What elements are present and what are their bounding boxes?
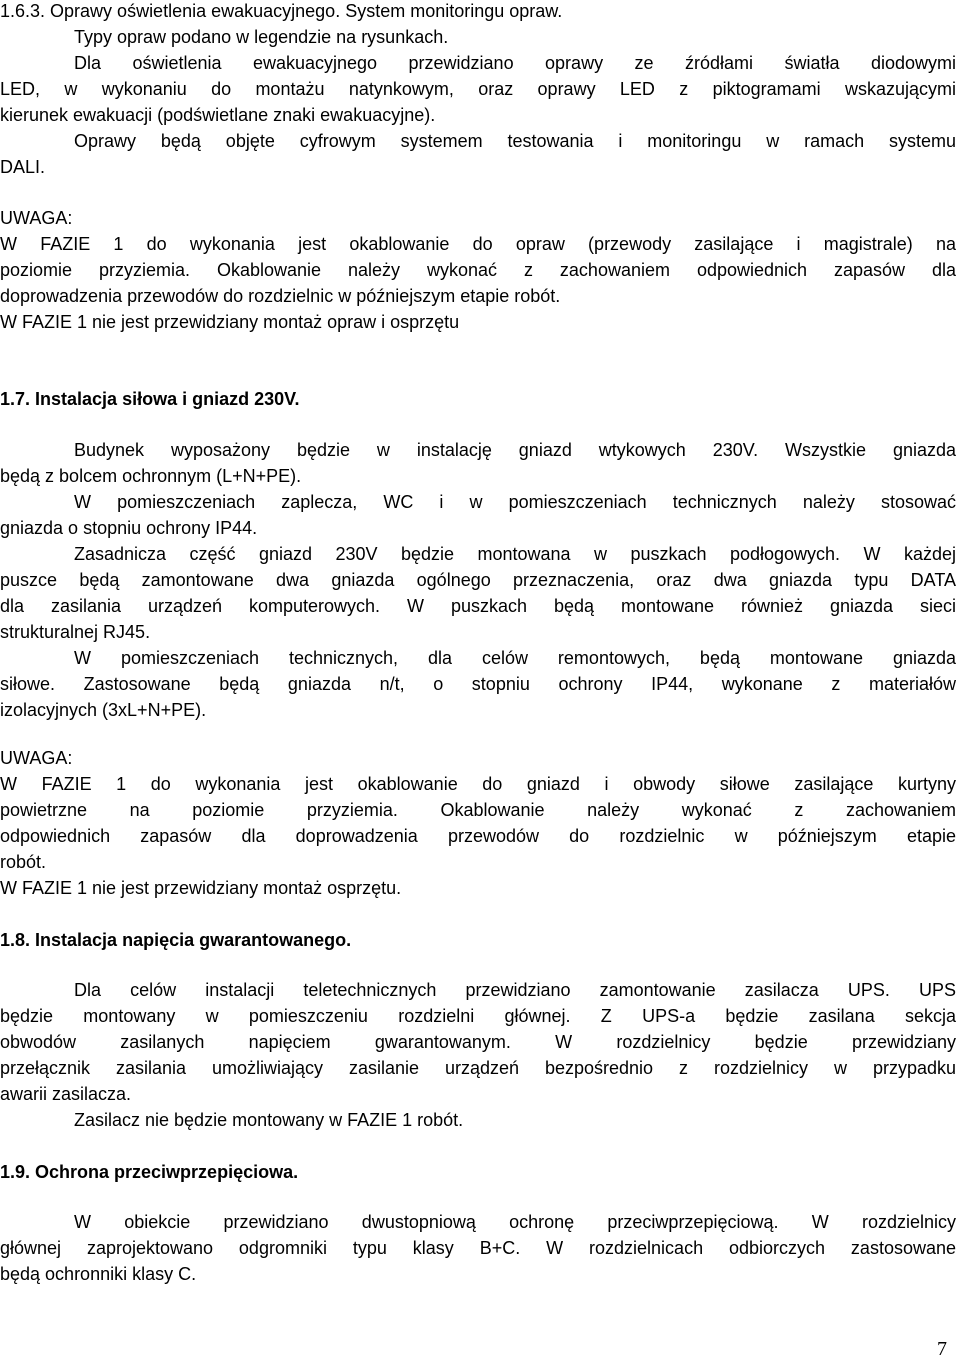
paragraph-line: LED, w wykonaniu do montażu natynkowym, oraz oprawy LED z piktogramami wskazującymi [0, 79, 956, 99]
paragraph-line: Oprawy będą objęte cyfrowym systemem testowania i monitoringu w ramach systemu [74, 131, 956, 151]
paragraph-line: strukturalnej RJ45. [0, 622, 151, 642]
paragraph-line: awarii zasilacza. [0, 1084, 132, 1104]
paragraph-line: gniazda o stopniu ochrony IP44. [0, 518, 258, 538]
paragraph-line: kierunek ewakuacji (podświetlane znaki ewakuacyjne). [0, 105, 436, 125]
paragraph-line: przełącznik zasilania umożliwiający zasilanie urządzeń bezpośrednio z rozdzielnicy w przypadku [0, 1058, 956, 1078]
paragraph-line: doprowadzenia przewodów do rozdzielnic w późniejszym etapie robót. [0, 286, 561, 306]
paragraph-line: będą z bolcem ochronnym (L+N+PE). [0, 466, 302, 486]
paragraph-line: dla zasilania urządzeń komputerowych. W puszkach będą montowane również gniazda sieci [0, 596, 956, 616]
paragraph-line: W FAZIE 1 do wykonania jest okablowanie do gniazd i obwody siłowe zasilające kurtyny [0, 774, 956, 794]
paragraph-line: Dla oświetlenia ewakuacyjnego przewidziano oprawy ze źródłami światła diodowymi [74, 53, 956, 73]
paragraph-line: robót. [0, 852, 47, 872]
section-heading: 1.9. Ochrona przeciwprzepięciowa. [0, 1162, 299, 1182]
page-number: 7 [937, 1338, 947, 1360]
section-heading: 1.6.3. Oprawy oświetlenia ewakuacyjnego. System monitoringu opraw. [0, 1, 563, 21]
paragraph-line: siłowe. Zastosowane będą gniazda n/t, o stopniu ochrony IP44, wykonane z materiałów [0, 674, 956, 694]
paragraph-line: W FAZIE 1 nie jest przewidziany montaż osprzętu. [0, 878, 402, 898]
paragraph-line: W pomieszczeniach technicznych, dla celów remontowych, będą montowane gniazda [74, 648, 956, 668]
paragraph-line: W pomieszczeniach zaplecza, WC i w pomieszczeniach technicznych należy stosować [74, 492, 956, 512]
paragraph-line: Zasadnicza część gniazd 230V będzie montowana w puszkach podłogowych. W każdej [74, 544, 956, 564]
paragraph-line: W FAZIE 1 nie jest przewidziany montaż opraw i osprzętu [0, 312, 460, 332]
paragraph-line: będą ochronniki klasy C. [0, 1264, 197, 1284]
paragraph-line: Dla celów instalacji teletechnicznych przewidziano zamontowanie zasilacza UPS. UPS [74, 980, 956, 1000]
paragraph-line: poziomie przyziemia. Okablowanie należy wykonać z zachowaniem odpowiednich zapasów dla [0, 260, 956, 280]
paragraph-line: puszce będą zamontowane dwa gniazda ogólnego przeznaczenia, oraz dwa gniazda typu DATA [0, 570, 956, 590]
section-heading: 1.8. Instalacja napięcia gwarantowanego. [0, 930, 352, 950]
paragraph-line: izolacyjnych (3xL+N+PE). [0, 700, 207, 720]
paragraph-line: W FAZIE 1 do wykonania jest okablowanie do opraw (przewody zasilające i magistrale) na [0, 234, 956, 254]
paragraph-line: Typy opraw podano w legendzie na rysunkach. [74, 27, 449, 47]
paragraph-line: Budynek wyposażony będzie w instalację gniazd wtykowych 230V. Wszystkie gniazda [74, 440, 956, 460]
paragraph-line: Zasilacz nie będzie montowany w FAZIE 1 robót. [74, 1110, 464, 1130]
paragraph-line: głównej zaprojektowano odgromniki typu klasy B+C. W rozdzielnicach odbiorczych zastosowane [0, 1238, 956, 1258]
note-label: UWAGA: [0, 748, 73, 768]
note-label: UWAGA: [0, 208, 73, 228]
paragraph-line: powietrzne na poziomie przyziemia. Okablowanie należy wykonać z zachowaniem [0, 800, 956, 820]
paragraph-line: DALI. [0, 157, 46, 177]
paragraph-line: będzie montowany w pomieszczeniu rozdzielni głównej. Z UPS-a będzie zasilana sekcja [0, 1006, 956, 1026]
paragraph-line: obwodów zasilanych napięciem gwarantowanym. W rozdzielnicy będzie przewidziany [0, 1032, 956, 1052]
section-heading: 1.7. Instalacja siłowa i gniazd 230V. [0, 389, 300, 409]
paragraph-line: W obiekcie przewidziano dwustopniową ochronę przeciwprzepięciową. W rozdzielnicy [74, 1212, 956, 1232]
paragraph-line: odpowiednich zapasów dla doprowadzenia przewodów do rozdzielnic w późniejszym etapie [0, 826, 956, 846]
